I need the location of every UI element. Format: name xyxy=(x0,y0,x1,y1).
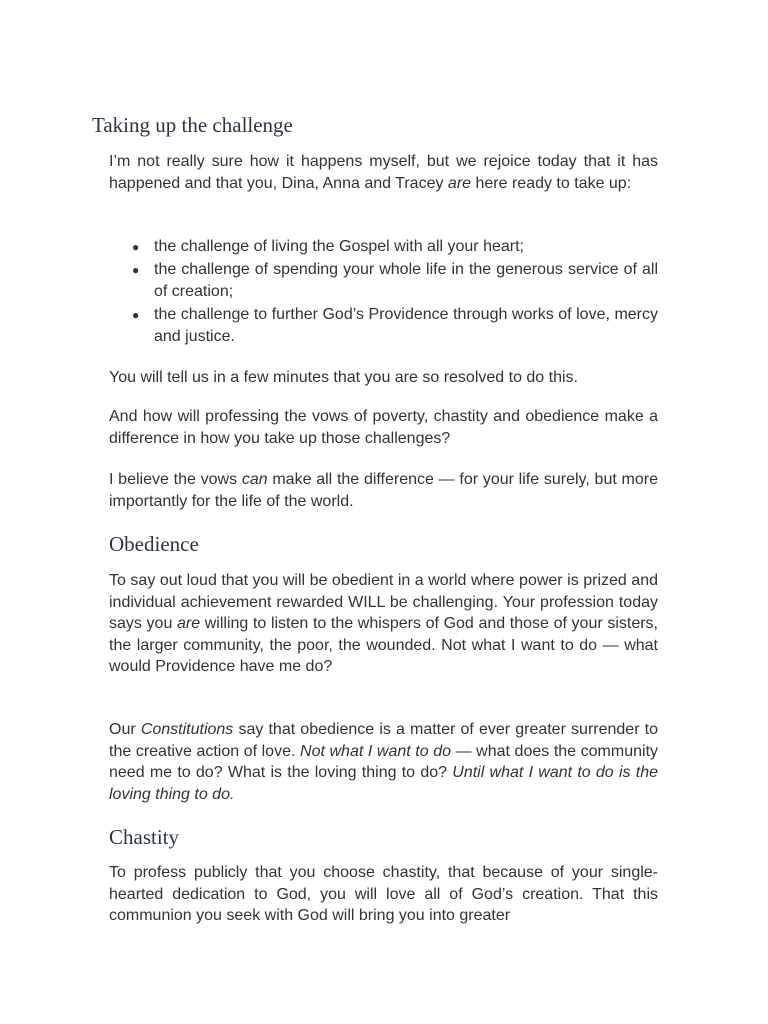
list-item-text: the challenge of spending your whole life in the generous service of all of creation; xyxy=(154,261,658,300)
emphasis-text: can xyxy=(241,471,268,488)
text-run: say that obedience is a matter of ever greater surrender to the creative action of love. xyxy=(109,721,658,760)
text-run: here ready to take up: xyxy=(471,174,632,192)
emphasis-text: are xyxy=(447,174,472,192)
text-run: Our xyxy=(109,721,141,738)
vows-question-paragraph: And how will professing the vows of poverty, chastity and obedience make a difference in how you take up those challenges? xyxy=(109,408,658,447)
list-item xyxy=(109,304,658,348)
bullet-icon: ● xyxy=(132,308,140,322)
text-run: willing to listen to the whispers of God and those of your sisters, the larger community, the poor, the wounded. Not what I want to do — what would Providence have me do? xyxy=(109,615,658,675)
section-heading-chastity: Chastity xyxy=(109,825,180,849)
text-run: I believe the vows xyxy=(109,471,242,488)
list-item xyxy=(109,259,658,303)
emphasis-text: Constitutions xyxy=(140,721,234,738)
list-item-text: the challenge to further God’s Providence through works of love, mercy and justice. xyxy=(154,306,658,345)
resolve-paragraph: You will tell us in a few minutes that you are so resolved to do this. xyxy=(109,369,578,386)
emphasis-text: are xyxy=(176,615,201,632)
emphasis-text: Not what I want to do xyxy=(300,742,452,760)
challenge-list xyxy=(109,236,658,349)
bullet-icon: ● xyxy=(132,240,140,254)
list-item xyxy=(109,236,658,258)
section-heading-taking-up-the-challenge: Taking up the challenge xyxy=(92,113,293,137)
obedience-paragraph-2 xyxy=(109,719,658,805)
emphasis-text: Until what I want to do is the loving thing to do. xyxy=(109,764,659,803)
list-item-text: the challenge of living the Gospel with all your heart; xyxy=(154,238,524,255)
belief-paragraph xyxy=(109,469,658,512)
text-run: make all the difference — for your life surely, but more importantly for the life of the world. xyxy=(109,471,658,510)
chastity-paragraph: To profess publicly that you choose chastity, that because of your single-hearted dedication to God, you will love all of God’s creation. That this communion you seek with God will bring you into greater xyxy=(109,864,658,924)
bullet-icon: ● xyxy=(132,263,140,277)
section-heading-obedience: Obedience xyxy=(109,532,199,556)
obedience-paragraph-1 xyxy=(109,570,658,678)
text-run: I’m not really sure how it happens myself, but we rejoice today that it has happened and that you, Dina, Anna and Tracey xyxy=(109,153,658,192)
text-run: — what does the community need me to do? What is the loving thing to do? xyxy=(109,742,659,781)
text-run: To say out loud that you will be obedient in a world where power is prized and individual achievement rewarded WILL be challenging. Your profession today says you xyxy=(109,572,658,632)
intro-paragraph xyxy=(109,151,658,194)
